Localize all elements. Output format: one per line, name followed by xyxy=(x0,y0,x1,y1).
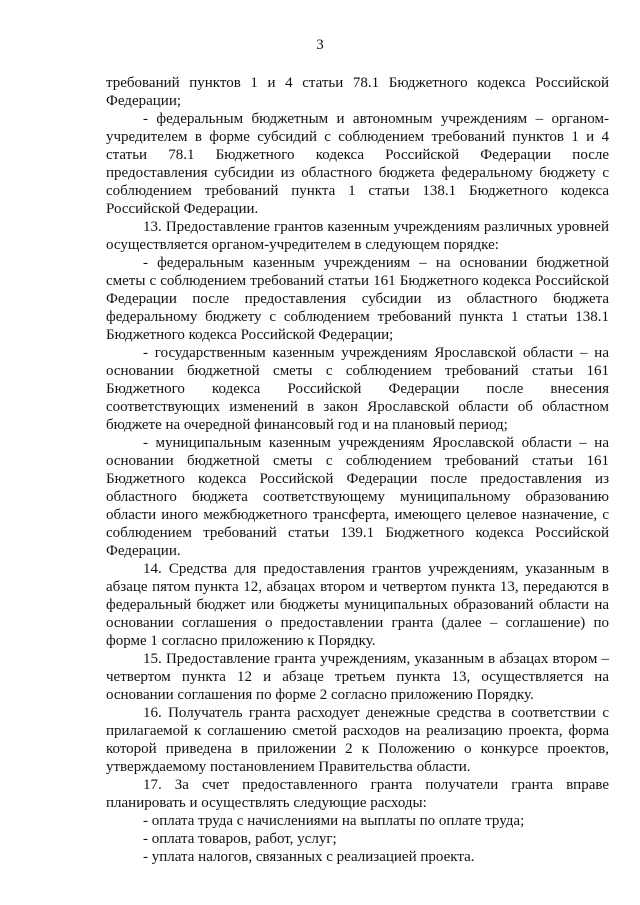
page-number: 3 xyxy=(316,37,324,53)
paragraph-item-15: 15. Предоставление гранта учреждениям, указанным в абзацах втором – четвертом пункта 12 и абзаце третьем пункта 13, осуществляется на основании соглашения по форме 2 согласно приложению Порядку. xyxy=(106,651,609,703)
paragraph-regional-state-institutions: - государственным казенным учреждениям Ярославской области – на основании бюджетной сметы с соблюдением требований статьи 161 Бюджетного кодекса Российской Федерации после внесения соответствующих изменений в закон Ярославской области об областном бюджете на очередной финансовый год и на плановый период; xyxy=(106,345,609,433)
list-item-taxes: - уплата налогов, связанных с реализацией проекта. xyxy=(143,849,475,865)
paragraph-item-14: 14. Средства для предоставления грантов учреждениям, указанным в абзаце пятом пункта 12, абзацах втором и четвертом пункта 13, передаются в федеральный бюджет или бюджеты муниципальных образований области на основании соглашения о предоставлении гранта (далее – соглашение) по форме 1 согласно приложению к Порядку. xyxy=(106,561,609,649)
document-body xyxy=(106,74,609,866)
paragraph-municipal-state-institutions: - муниципальным казенным учреждениям Ярославской области – на основании бюджетной сметы с соблюдением требований статьи 161 Бюджетного кодекса Российской Федерации после предоставления из областного бюджета соответствующему муниципальному образованию области иного межбюджетного трансферта, имеющего целевое назначение, с соблюдением требований статьи 139.1 Бюджетного кодекса Российской Федерации. xyxy=(106,435,609,559)
paragraph-requirements-continued: требований пунктов 1 и 4 статьи 78.1 Бюджетного кодекса Российской Федерации; xyxy=(106,75,609,109)
paragraph-item-13: 13. Предоставление грантов казенным учреждениям различных уровней осуществляется органом-учредителем в следующем порядке: xyxy=(106,219,609,253)
paragraph-federal-state-institutions: - федеральным казенным учреждениям – на основании бюджетной сметы с соблюдением требований статьи 161 Бюджетного кодекса Российской Федерации после предоставления субсидии из областного бюджета федеральному бюджету с соблюдением требований пункта 1 статьи 138.1 Бюджетного кодекса Российской Федерации; xyxy=(106,255,609,343)
list-item-labor-payment: - оплата труда с начислениями на выплаты по оплате труда; xyxy=(143,813,525,829)
list-item-goods-services: - оплата товаров, работ, услуг; xyxy=(143,831,337,847)
paragraph-item-17: 17. За счет предоставленного гранта получатели гранта вправе планировать и осуществлять следующие расходы: xyxy=(106,777,609,811)
paragraph-federal-budget-institutions: - федеральным бюджетным и автономным учреждениям – органом-учредителем в форме субсидий с соблюдением требований пунктов 1 и 4 статьи 78.1 Бюджетного кодекса Российской Федерации после предоставления субсидии из областного бюджета федеральному бюджету с соблюдением требований пункта 1 статьи 138.1 Бюджетного кодекса Российской Федерации. xyxy=(106,111,609,217)
paragraph-item-16: 16. Получатель гранта расходует денежные средства в соответствии с прилагаемой к соглашению сметой расходов на реализацию проекта, форма которой приведена в приложении 2 к Положению о конкурсе проектов, утверждаемому постановлением Правительства области. xyxy=(106,705,609,775)
